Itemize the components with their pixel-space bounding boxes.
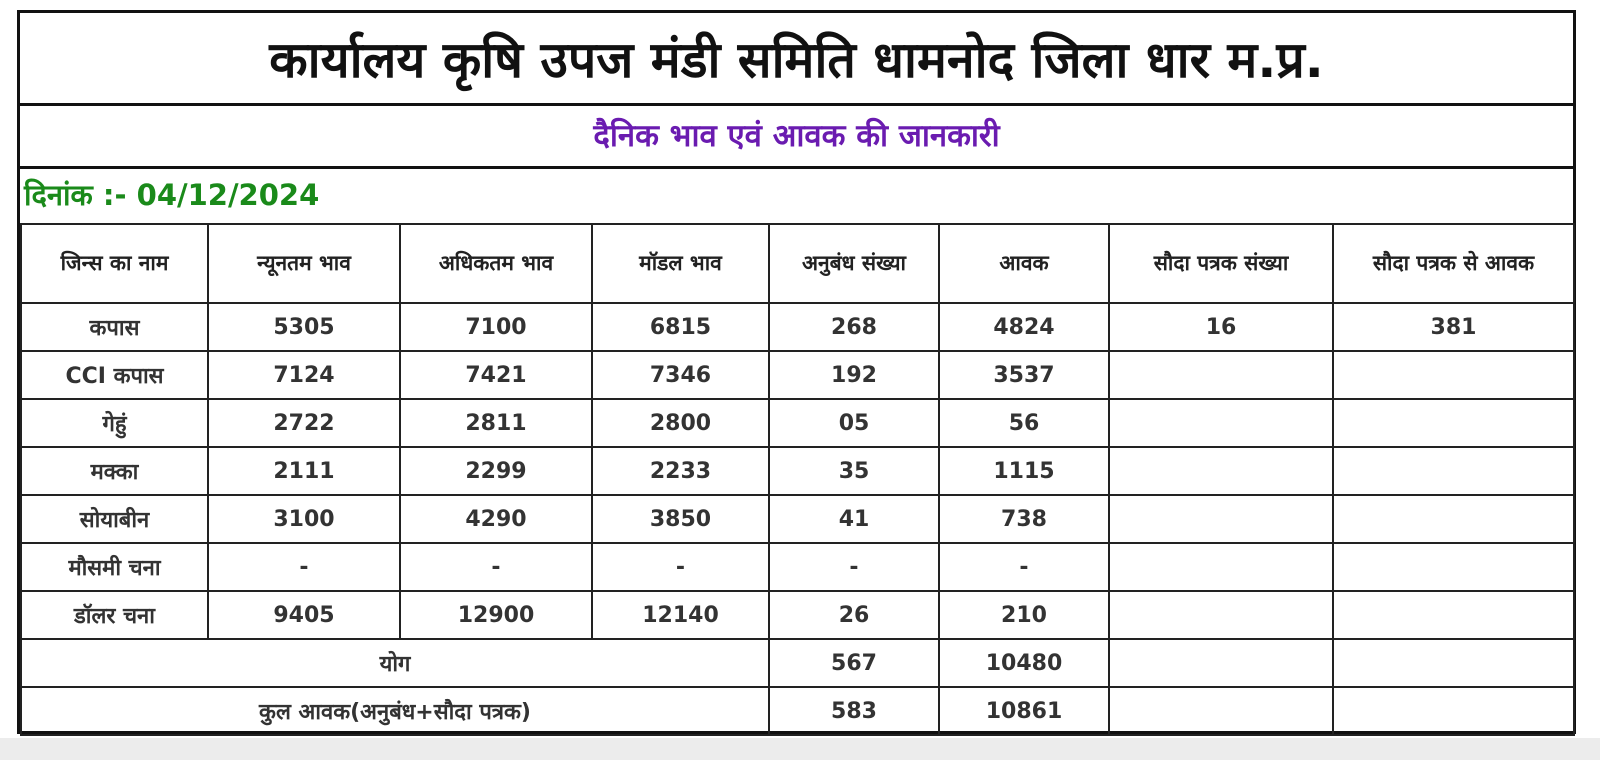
deal-arrival bbox=[1333, 447, 1574, 495]
table-row bbox=[21, 399, 1574, 447]
arrival: 3537 bbox=[939, 351, 1109, 399]
grand-total-row bbox=[21, 687, 1574, 735]
model-price: 2233 bbox=[592, 447, 769, 495]
contract-count: 05 bbox=[769, 399, 939, 447]
min-price: 2722 bbox=[208, 399, 400, 447]
commodity-name: गेहुं bbox=[21, 399, 208, 447]
total-arrival: 10480 bbox=[939, 639, 1109, 687]
bottom-strip bbox=[0, 738, 1600, 760]
contract-count: 26 bbox=[769, 591, 939, 639]
date-label: दिनांक :- bbox=[24, 178, 127, 212]
col-header-contract-count: अनुबंध संख्या bbox=[769, 224, 939, 303]
min-price: 9405 bbox=[208, 591, 400, 639]
model-price: - bbox=[592, 543, 769, 591]
deal-arrival bbox=[1333, 591, 1574, 639]
model-price: 3850 bbox=[592, 495, 769, 543]
arrival: 210 bbox=[939, 591, 1109, 639]
col-header-model-price: मॉडल भाव bbox=[592, 224, 769, 303]
model-price: 6815 bbox=[592, 303, 769, 351]
max-price: 2811 bbox=[400, 399, 592, 447]
commodity-name: मक्का bbox=[21, 447, 208, 495]
contract-count: 268 bbox=[769, 303, 939, 351]
grand-total-label: कुल आवक(अनुबंध+सौदा पत्रक) bbox=[21, 687, 769, 735]
deal-count bbox=[1109, 351, 1333, 399]
commodity-name: मौसमी चना bbox=[21, 543, 208, 591]
total-deal-arrival bbox=[1333, 639, 1574, 687]
total-row bbox=[21, 639, 1574, 687]
table-row bbox=[21, 591, 1574, 639]
commodity-name: डॉलर चना bbox=[21, 591, 208, 639]
grand-total-deal-count bbox=[1109, 687, 1333, 735]
office-title: कार्यालय कृषि उपज मंडी समिति धामनोद जिला धार म.प्र. bbox=[20, 13, 1573, 106]
col-header-min-price: न्यूनतम भाव bbox=[208, 224, 400, 303]
contract-count: - bbox=[769, 543, 939, 591]
deal-arrival bbox=[1333, 543, 1574, 591]
arrival: 738 bbox=[939, 495, 1109, 543]
date-line bbox=[20, 166, 1573, 223]
deal-arrival bbox=[1333, 399, 1574, 447]
commodity-name: सोयाबीन bbox=[21, 495, 208, 543]
grand-total-arrival: 10861 bbox=[939, 687, 1109, 735]
max-price: 7421 bbox=[400, 351, 592, 399]
contract-count: 192 bbox=[769, 351, 939, 399]
col-header-deal-arrival: सौदा पत्रक से आवक bbox=[1333, 224, 1574, 303]
price-arrival-table bbox=[20, 223, 1575, 736]
table-row bbox=[21, 303, 1574, 351]
deal-arrival bbox=[1333, 495, 1574, 543]
max-price: 7100 bbox=[400, 303, 592, 351]
date-value: 04/12/2024 bbox=[136, 177, 320, 212]
min-price: 7124 bbox=[208, 351, 400, 399]
deal-count bbox=[1109, 447, 1333, 495]
arrival: - bbox=[939, 543, 1109, 591]
col-header-max-price: अधिकतम भाव bbox=[400, 224, 592, 303]
table-header-row bbox=[21, 224, 1574, 303]
model-price: 2800 bbox=[592, 399, 769, 447]
contract-count: 41 bbox=[769, 495, 939, 543]
arrival: 1115 bbox=[939, 447, 1109, 495]
deal-count bbox=[1109, 543, 1333, 591]
total-deal-count bbox=[1109, 639, 1333, 687]
contract-count: 35 bbox=[769, 447, 939, 495]
deal-count bbox=[1109, 495, 1333, 543]
arrival: 56 bbox=[939, 399, 1109, 447]
deal-arrival: 381 bbox=[1333, 303, 1574, 351]
col-header-commodity: जिन्स का नाम bbox=[21, 224, 208, 303]
max-price: - bbox=[400, 543, 592, 591]
col-header-arrival: आवक bbox=[939, 224, 1109, 303]
deal-arrival bbox=[1333, 351, 1574, 399]
total-label: योग bbox=[21, 639, 769, 687]
model-price: 7346 bbox=[592, 351, 769, 399]
commodity-name: कपास bbox=[21, 303, 208, 351]
grand-total-contract-count: 583 bbox=[769, 687, 939, 735]
min-price: 5305 bbox=[208, 303, 400, 351]
max-price: 4290 bbox=[400, 495, 592, 543]
min-price: - bbox=[208, 543, 400, 591]
report-subtitle: दैनिक भाव एवं आवक की जानकारी bbox=[20, 103, 1573, 169]
table-row bbox=[21, 447, 1574, 495]
table-row bbox=[21, 543, 1574, 591]
deal-count bbox=[1109, 591, 1333, 639]
max-price: 12900 bbox=[400, 591, 592, 639]
commodity-name: CCI कपास bbox=[21, 351, 208, 399]
min-price: 2111 bbox=[208, 447, 400, 495]
deal-count: 16 bbox=[1109, 303, 1333, 351]
arrival: 4824 bbox=[939, 303, 1109, 351]
grand-total-deal-arrival bbox=[1333, 687, 1574, 735]
max-price: 2299 bbox=[400, 447, 592, 495]
total-contract-count: 567 bbox=[769, 639, 939, 687]
rate-sheet bbox=[17, 10, 1576, 734]
deal-count bbox=[1109, 399, 1333, 447]
min-price: 3100 bbox=[208, 495, 400, 543]
table-row bbox=[21, 351, 1574, 399]
table-row bbox=[21, 495, 1574, 543]
col-header-deal-count: सौदा पत्रक संख्या bbox=[1109, 224, 1333, 303]
model-price: 12140 bbox=[592, 591, 769, 639]
